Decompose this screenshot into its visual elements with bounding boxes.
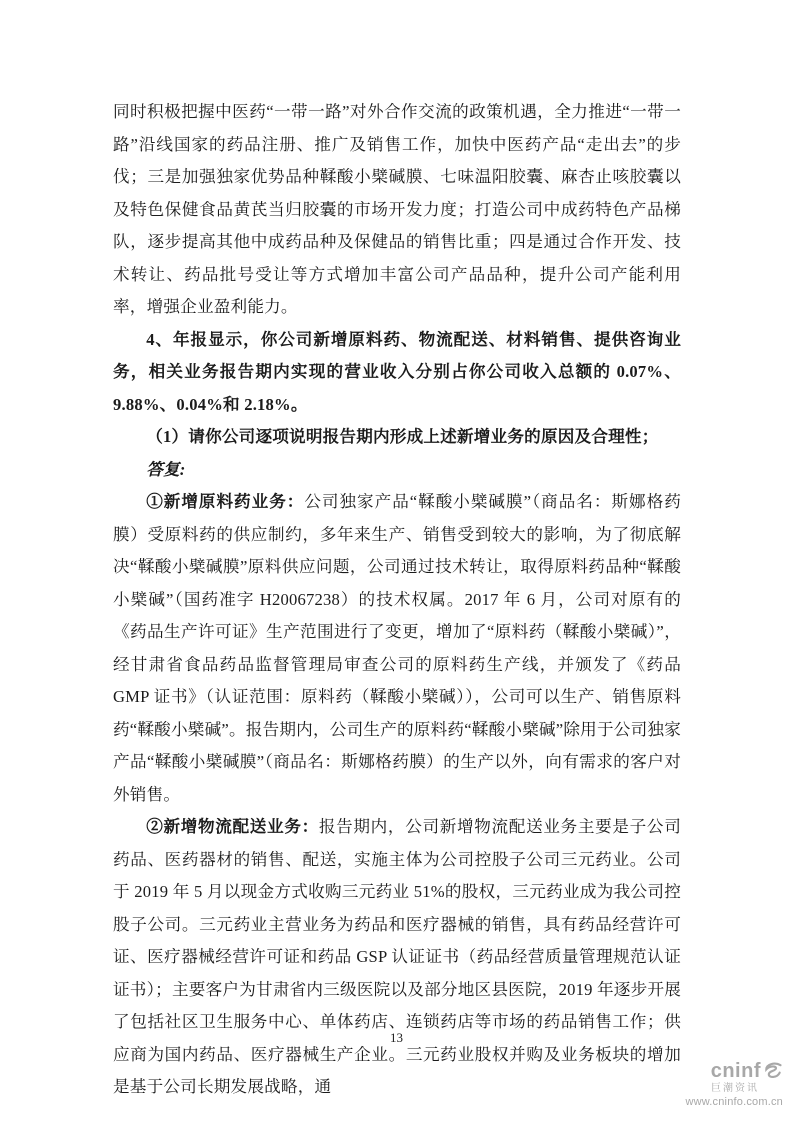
cninfo-swirl-icon <box>763 1061 783 1081</box>
cninfo-logo-row <box>685 1060 783 1082</box>
reply-label: 答复: <box>146 459 186 479</box>
cninfo-logo-url: www.cninfo.com.cn <box>685 1095 783 1108</box>
cninfo-logo <box>685 1060 783 1108</box>
document-body <box>113 96 681 1104</box>
item-2-heading: ②新增物流配送业务： <box>146 817 319 836</box>
paragraph-item-1 <box>113 486 681 811</box>
item-1-heading: ①新增原料药业务： <box>146 492 305 511</box>
cninfo-logo-text: cninf <box>710 1059 761 1082</box>
paragraph-continuation: 同时积极把握中医药“一带一路”对外合作交流的政策机遇，全力推进“一带一路”沿线国家的药品注册、推广及销售工作，加快中医药产品“走出去”的步伐；三是加强独家优势品种鞣酸小檗碱膜、七味温阳胶囊、麻杏止咳胶囊以及特色保健食品黄芪当归胶囊的市场开发力度；打造公司中成药特色产品梯队，逐步提高其他中成药品种及保健品的销售比重；四是通过合作开发、技术转让、药品批号受让等方式增加丰富公司产品品种，提升公司产能利用率，增强企业盈利能力。 <box>113 102 681 316</box>
item-2-body: 报告期内，公司新增物流配送业务主要是子公司药品、医药器材的销售、配送，实施主体为公司控股子公司三元药业。公司于 2019 年 5 月以现金方式收购三元药业 51%的股权，三元药业成为我公司控股子公司。三元药业主营业务为药品和医疗器械的销售，具有药品经营许可证、医疗器械经营许可证和药品 GSP 认证证书（药品经营质量管理规范认证证书）；主要客户为甘肃省内三级医院以及部分地区县医院，2019 年逐步开展了包括社区卫生服务中心、单体药店、连锁药店等市场的药品销售工作；供应商为国内药品、医疗器械生产企业。三元药业股权并购及业务板块的增加是基于公司长期发展战略，通 <box>113 817 681 1096</box>
paragraph-question-4-1: （1）请你公司逐项说明报告期内形成上述新增业务的原因及合理性； <box>146 427 659 446</box>
paragraph-item-2 <box>113 811 681 1104</box>
cninfo-logo-subtitle: 巨潮资讯 <box>711 1082 759 1094</box>
item-1-body: 公司独家产品“鞣酸小檗碱膜”（商品名：斯娜格药膜）受原料药的供应制约，多年来生产、销售受到较大的影响，为了彻底解决“鞣酸小檗碱膜”原料供应问题，公司通过技术转让，取得原料药品种“鞣酸小檗碱”（国药准字 H20067238）的技术权属。2017 年 6 月，公司对原有的《药品生产许可证》生产范围进行了变更，增加了“原料药（鞣酸小檗碱）”，经甘肃省食品药品监督管理局审查公司的原料药生产线，并颁发了《药品 GMP 证书》（认证范围：原料药（鞣酸小檗碱）），公司可以生产、销售原料药“鞣酸小檗碱”。报告期内，公司生产的原料药“鞣酸小檗碱”除用于公司独家产品“鞣酸小檗碱膜”（商品名：斯娜格药膜）的生产以外，向有需求的客户对外销售。 <box>113 492 681 804</box>
page-number: 13 <box>390 1030 403 1045</box>
paragraph-question-4: 4、年报显示，你公司新增原料药、物流配送、材料销售、提供咨询业务，相关业务报告期内实现的营业收入分别占你公司收入总额的 0.07%、9.88%、0.04%和 2.18%。 <box>113 329 681 414</box>
